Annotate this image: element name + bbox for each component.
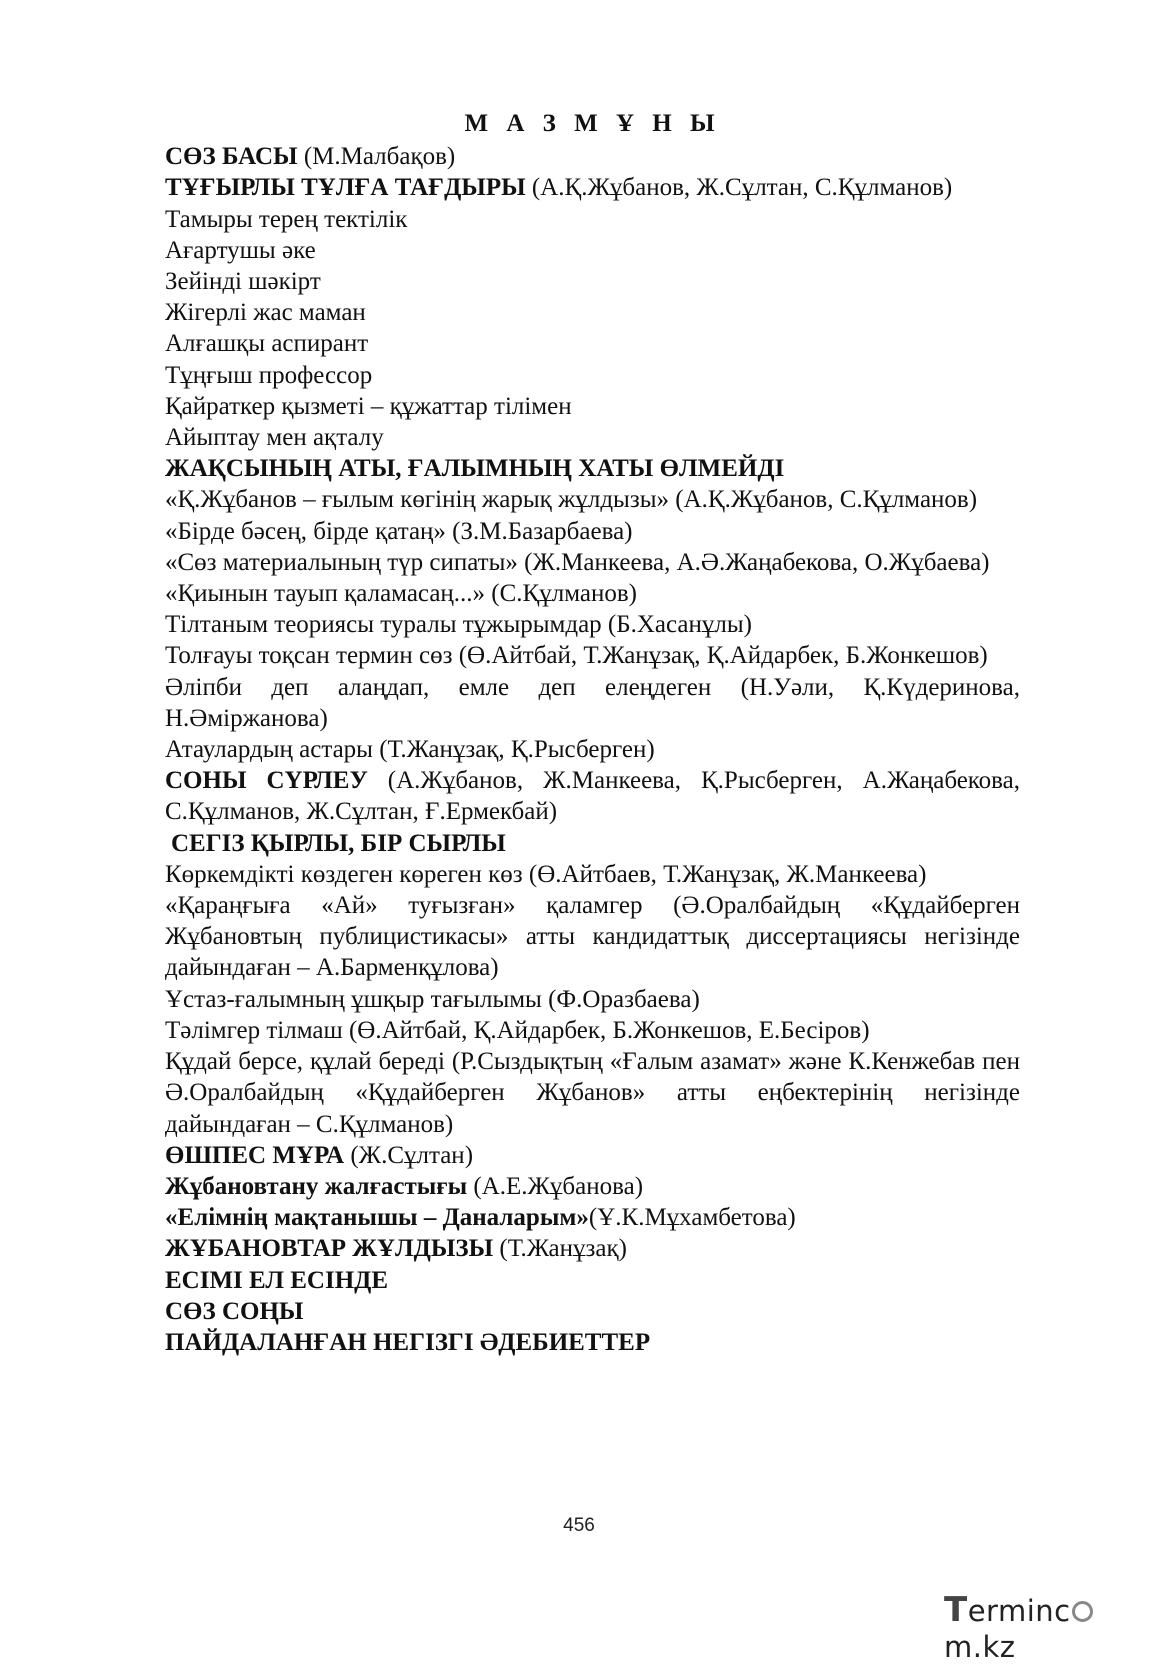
toc-entry-text: (Т.Жанұзақ) — [493, 1235, 627, 1263]
toc-entry — [165, 734, 1020, 765]
toc-entry-heading: СӨЗ СОҢЫ — [165, 1297, 304, 1325]
toc-entry — [165, 484, 1020, 515]
toc-entry-text: Ұстаз-ғалымның ұшқыр тағылымы (Ф.Оразбаева) — [165, 985, 700, 1013]
toc-entry — [165, 859, 1020, 890]
watermark-part2: m.kz — [944, 1630, 1016, 1664]
toc-entry — [165, 578, 1020, 609]
toc-entry — [165, 547, 1020, 578]
toc-entry — [165, 1015, 1020, 1046]
toc-entry-text: (А.Е.Жұбанова) — [467, 1172, 644, 1200]
toc-entries — [165, 141, 1020, 1358]
toc-entry-text: Тұңғыш профессор — [165, 361, 373, 389]
toc-entry-text: Көркемдікті көздеген көреген көз (Ө.Айтбаев, Т.Жанұзақ, Ж.Манкеева) — [165, 860, 927, 888]
watermark-part1: erminc — [967, 1594, 1071, 1628]
toc-entry-text: Әліпби деп алаңдап, емле деп елеңдеген (Н.Уәли, Қ.Күдеринова, Н.Әміржанова) — [165, 673, 1020, 732]
toc-entry-heading: ЖҰБАНОВТАР ЖҰЛДЫЗЫ — [165, 1235, 494, 1263]
toc-entry-text: «Бірде бәсең, бірде қатаң» (З.М.Базарбаева) — [165, 517, 633, 545]
toc-entry-heading: ТҰҒЫРЛЫ ТҰЛҒА ТАҒДЫРЫ — [165, 174, 526, 202]
toc-title: М А З М Ұ Н Ы — [464, 110, 721, 137]
toc-entry-text: Атаулардың астары (Т.Жанұзақ, Қ.Рысберген) — [165, 736, 655, 764]
toc-entry-text: «Қиынын тауып қаламасаң...» (С.Құлманов) — [165, 580, 637, 608]
toc-entry — [165, 204, 1020, 235]
toc-entry — [165, 984, 1020, 1015]
toc-entry-text: Ағартушы әке — [165, 236, 316, 264]
toc-entry — [165, 1171, 1020, 1202]
toc-entry — [165, 1202, 1020, 1233]
toc-entry-text: (Ж.Сұлтан) — [344, 1141, 474, 1169]
toc-entry-heading: СОНЫ СҮРЛЕУ — [165, 767, 368, 795]
toc-entry-text: Зейінді шәкірт — [165, 268, 321, 296]
toc-entry-text: Тілтаным теориясы туралы тұжырымдар (Б.Хасанұлы) — [165, 611, 752, 639]
toc-entry — [165, 890, 1020, 984]
toc-entry-heading: «Елімнің мақтанышы – Даналарым» — [165, 1204, 589, 1232]
toc-entry — [165, 328, 1020, 359]
watermark-t: T — [944, 1590, 968, 1630]
terminkom-logo-watermark — [944, 1590, 1144, 1664]
table-of-contents — [165, 108, 1020, 1358]
toc-entry — [165, 1046, 1020, 1140]
toc-entry-text: Қайраткер қызметі – құжаттар тілімен — [165, 392, 572, 420]
toc-entry-heading: ЕСІМІ ЕЛ ЕСІНДЕ — [165, 1266, 389, 1294]
toc-entry-text: Алғашқы аспирант — [165, 330, 369, 358]
toc-entry-text: Жігерлі жас маман — [165, 299, 366, 327]
toc-entry — [165, 172, 1020, 203]
toc-entry — [165, 141, 1020, 172]
toc-entry-text: (М.Малбақов) — [297, 143, 456, 171]
toc-entry — [165, 765, 1020, 827]
toc-entry-text: Тәлімгер тілмаш (Ө.Айтбай, Қ.Айдарбек, Б.Жонкешов, Е.Бесіров) — [165, 1016, 870, 1044]
toc-entry — [165, 391, 1020, 422]
toc-entry-text: «Сөз материалының түр сипаты» (Ж.Манкеева, А.Ә.Жаңабекова, О.Жұбаева) — [165, 548, 990, 576]
toc-entry — [165, 297, 1020, 328]
toc-entry — [165, 672, 1020, 734]
toc-entry-heading: ПАЙДАЛАНҒАН НЕГІЗГІ ӘДЕБИЕТТЕР — [165, 1328, 651, 1356]
toc-entry — [165, 1327, 1020, 1358]
toc-entry-text: Толғауы тоқсан термин сөз (Ө.Айтбай, Т.Жанұзақ, Қ.Айдарбек, Б.Жонкешов) — [165, 642, 988, 670]
toc-entry — [165, 1296, 1020, 1327]
toc-entry-text: (Ұ.К.Мұхамбетова) — [588, 1204, 796, 1232]
watermark-o-circle-icon — [1072, 1601, 1093, 1622]
toc-entry-text: «Қ.Жұбанов – ғылым көгінің жарық жұлдызы» (А.Қ.Жұбанов, С.Құлманов) — [165, 486, 978, 514]
toc-entry-text: Тамыры терең тектілік — [165, 205, 408, 233]
toc-entry — [165, 1233, 1020, 1264]
toc-entry-heading: Жұбановтану жалғастығы — [165, 1172, 468, 1200]
toc-entry-text: Құдай берсе, құлай береді (Р.Сыздықтың «Ғалым азамат» және К.Кенжебав пен Ә.Оралбайдың «Құдайберген Жұбанов» атты еңбектерінің негізінде дайындаған – С.Құлманов) — [165, 1048, 1020, 1138]
toc-entry — [165, 828, 1020, 859]
toc-entry-heading: СЕГІЗ ҚЫРЛЫ, БІР СЫРЛЫ — [171, 829, 506, 857]
toc-entry-heading: СӨЗ БАСЫ — [165, 143, 298, 171]
toc-entry-text: (А.Қ.Жұбанов, Ж.Сұлтан, С.Құлманов) — [525, 174, 953, 202]
page-number: 456 — [563, 1515, 595, 1536]
toc-entry — [165, 360, 1020, 391]
toc-entry-text: (А.Жұбанов, Ж.Манкеева, Қ.Рысберген, А.Жаңабекова, С.Құлманов, Ж.Сұлтан, Ғ.Ермекбай) — [165, 767, 1021, 826]
toc-entry-heading: ӨШПЕС МҰРА — [165, 1141, 345, 1169]
toc-entry-text: Айыптау мен ақталу — [165, 424, 384, 452]
toc-entry — [165, 516, 1020, 547]
toc-entry — [165, 1265, 1020, 1296]
toc-entry — [165, 453, 1020, 484]
toc-entry-text: «Қараңғыға «Ай» туғызған» қаламгер (Ә.Оралбайдың «Құдайберген Жұбановтың публицистикасы» атты кандидаттық диссертациясы негізінде дайындаған – А.Барменқұлова) — [165, 892, 1020, 982]
toc-entry — [165, 609, 1020, 640]
toc-entry — [165, 640, 1020, 671]
toc-entry — [165, 266, 1020, 297]
toc-entry-heading: ЖАҚСЫНЫҢ АТЫ, ҒАЛЫМНЫҢ ХАТЫ ӨЛМЕЙДІ — [165, 455, 785, 483]
toc-entry — [165, 235, 1020, 266]
toc-entry — [165, 1140, 1020, 1171]
toc-entry — [165, 422, 1020, 453]
